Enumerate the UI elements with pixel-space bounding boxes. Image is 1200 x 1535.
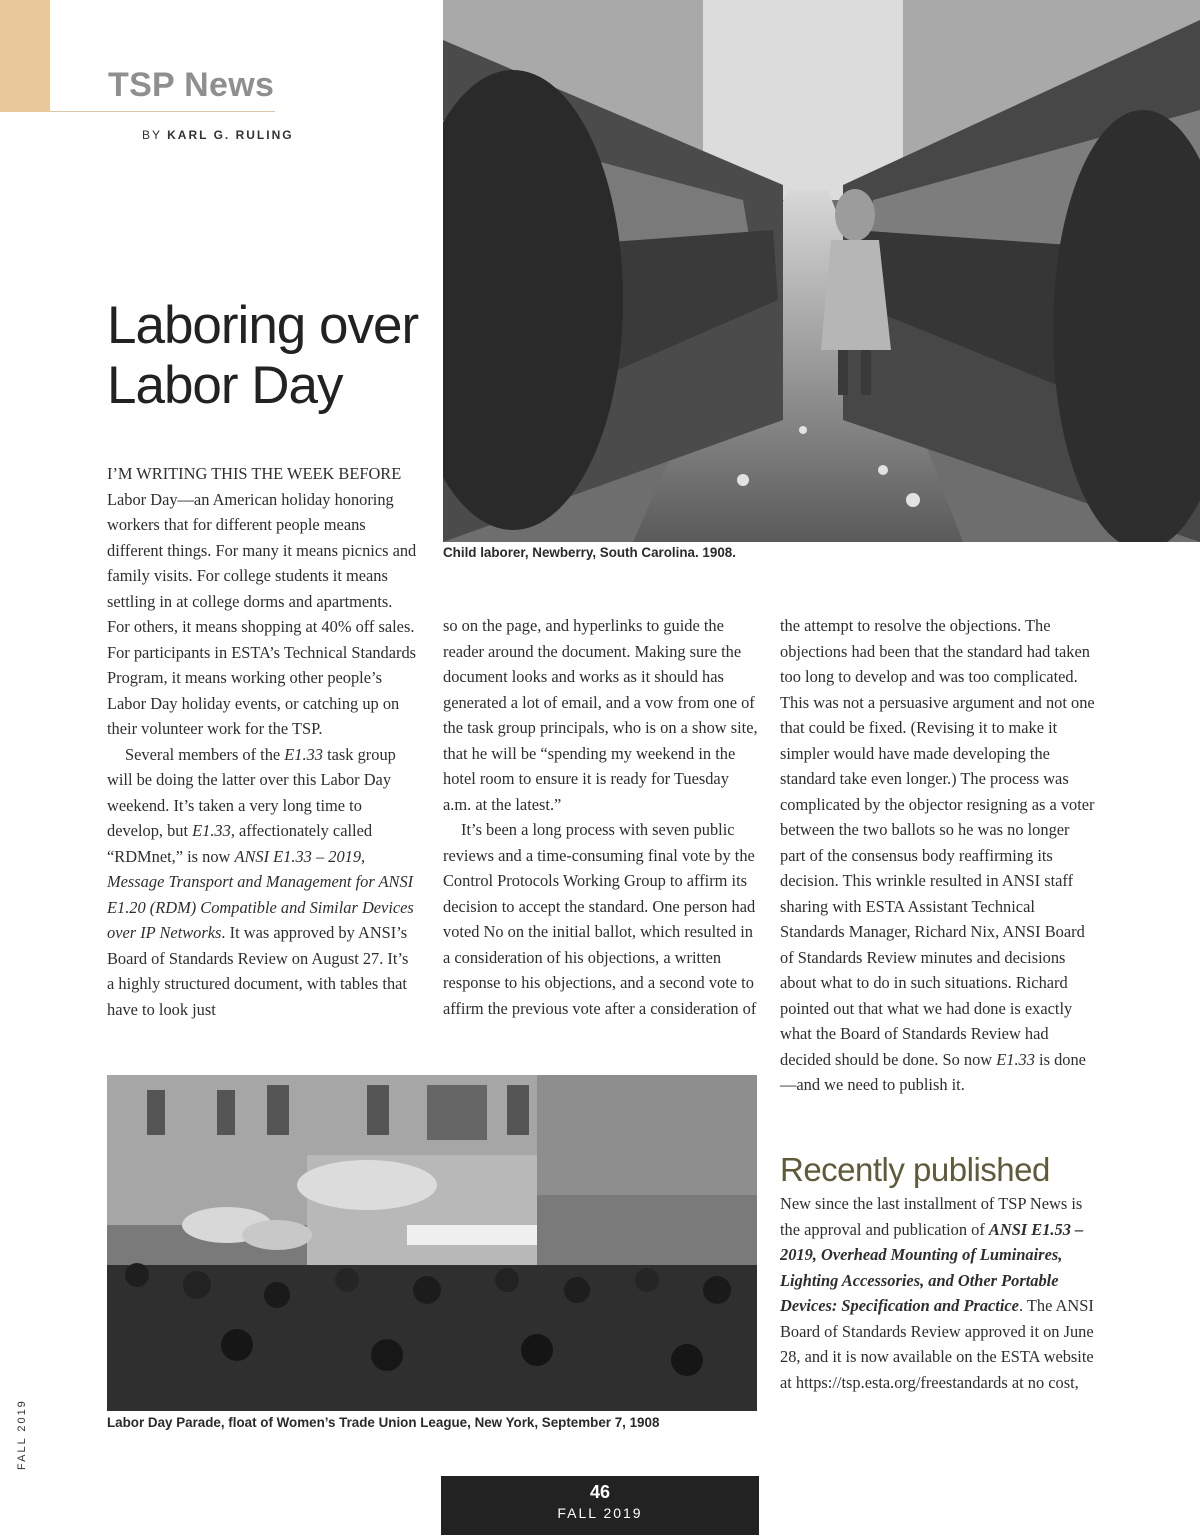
byline-prefix: BY: [142, 128, 162, 142]
standard-title: ANSI E1.53 – 2019, Overhead Mounting of Luminaires, Lighting Accessories, and Other Portable Devices: Specification and Practice: [780, 1219, 1084, 1315]
paragraph-text: New since the last installment of TSP News is the approval and publication of: [780, 1194, 1083, 1239]
article-title: [107, 296, 437, 416]
article-title-line2: Labor Day: [107, 356, 343, 415]
paragraph-text: Several members of the: [125, 744, 285, 764]
section-title: TSP News: [108, 66, 275, 104]
labor-day-parade-photo-art: [107, 1075, 757, 1411]
paragraph-text: task group will be doing the latter over this Labor Day weekend. It’s taken a very long time to develop, but: [107, 744, 396, 840]
byline-author: KARL G. RULING: [167, 128, 294, 142]
paragraph-text: is done—and we need to publish it.: [780, 1049, 1086, 1094]
issue-label: FALL 2019: [557, 1505, 643, 1521]
column-2-paragraph-2: It’s been a long process with seven public reviews and a time-consuming final vote by the Control Protocols Working Group to affirm its decision to accept the standard. One person had voted No on the initial ballot, which resulted in a consideration of his objections, a written response to his objections, and a second vote to affirm the previous vote after a consideration of: [443, 820, 757, 1018]
lead-in: I’M WRITING THIS THE WEEK BEFORE: [107, 464, 402, 483]
recently-published-paragraph: [780, 1191, 1098, 1395]
column-1-paragraph-1: [107, 461, 419, 742]
labor-day-parade-caption: Labor Day Parade, float of Women’s Trade Union League, New York, September 7, 1908: [107, 1415, 660, 1430]
byline: [142, 128, 294, 142]
child-laborer-photo: [443, 0, 1200, 542]
side-issue-label: FALL 2019: [16, 1399, 28, 1470]
column-3-paragraph-1: [780, 613, 1098, 1098]
standard-name: E1.33: [996, 1049, 1035, 1069]
paragraph-text: the attempt to resolve the objections. The objections had been that the standard had taken too long to develop and was too complicated. This was not a persuasive argument and not one that could be fixed. (Revising it to make it simpler would have made developing the standard take even longer.) The process was complicated by the objector resigning as a voter between the two ballots so he was no longer part of the consensus body reaffirming its decision. This wrinkle resulted in ANSI staff sharing with ESTA Assistant Technical Standards Manager, Richard Nix, ANSI Board of Standards Review minutes and decisions about what to do in such situations. Richard pointed out that what we had done is exactly what the Board of Standards Review had decided should be done. So now: [780, 616, 1095, 1069]
standard-title: ANSI E1.33 – 2019, Message Transport and Management for ANSI E1.20 (RDM) Compatible and Similar Devices over IP Networks: [107, 846, 414, 942]
section-color-tab: [0, 0, 50, 112]
header-rule: [50, 111, 275, 112]
article-title-line1: Laboring over: [107, 296, 419, 355]
child-laborer-photo-art: [443, 0, 1200, 542]
standard-name: E1.33: [284, 744, 323, 764]
paragraph-text: Labor Day—an American holiday honoring workers that for different people means different things. For many it means picnics and family visits. For college students it means settling in at college dorms and apartments. For others, it means shopping at 40% off sales. For participants in ESTA’s Technical Standards Program, it means working other people’s Labor Day holiday events, or catching up on their volunteer work for the TSP.: [107, 489, 417, 738]
paragraph-text: , affectionately called “RDMnet,” is now: [107, 821, 373, 866]
column-2-paragraph-1: so on the page, and hyperlinks to guide the reader around the document. Making sure the document looks and works as it should has generated a lot of email, and a vow from one of the task group principals, who is on a show site, that he will be “spending my weekend in the hotel room to ensure it is ready for Tuesday a.m. at the latest.”: [443, 616, 758, 814]
paragraph-text: . The ANSI Board of Standards Review approved it on June 28, and it is now available on the ESTA website at https://tsp.esta.org/freestandards at no cost,: [780, 1296, 1094, 1392]
labor-day-parade-photo: [107, 1075, 757, 1411]
article-column-3: [780, 613, 1098, 1098]
child-laborer-caption: Child laborer, Newberry, South Carolina. 1908.: [443, 545, 736, 560]
paragraph-text: . It was approved by ANSI’s Board of Standards Review on August 27. It’s a highly structured document, with tables that have to look just: [107, 923, 409, 1019]
page-number: 46: [589, 1482, 611, 1502]
subhead-recently-published: Recently published: [780, 1151, 1050, 1188]
article-column-3-continued: [780, 1191, 1098, 1395]
column-1-paragraph-2: [107, 742, 419, 1023]
page-footer: [441, 1476, 759, 1535]
standard-name: E1.33: [192, 821, 231, 840]
article-column-2: [443, 613, 758, 1021]
article-column-1: [107, 461, 419, 1022]
